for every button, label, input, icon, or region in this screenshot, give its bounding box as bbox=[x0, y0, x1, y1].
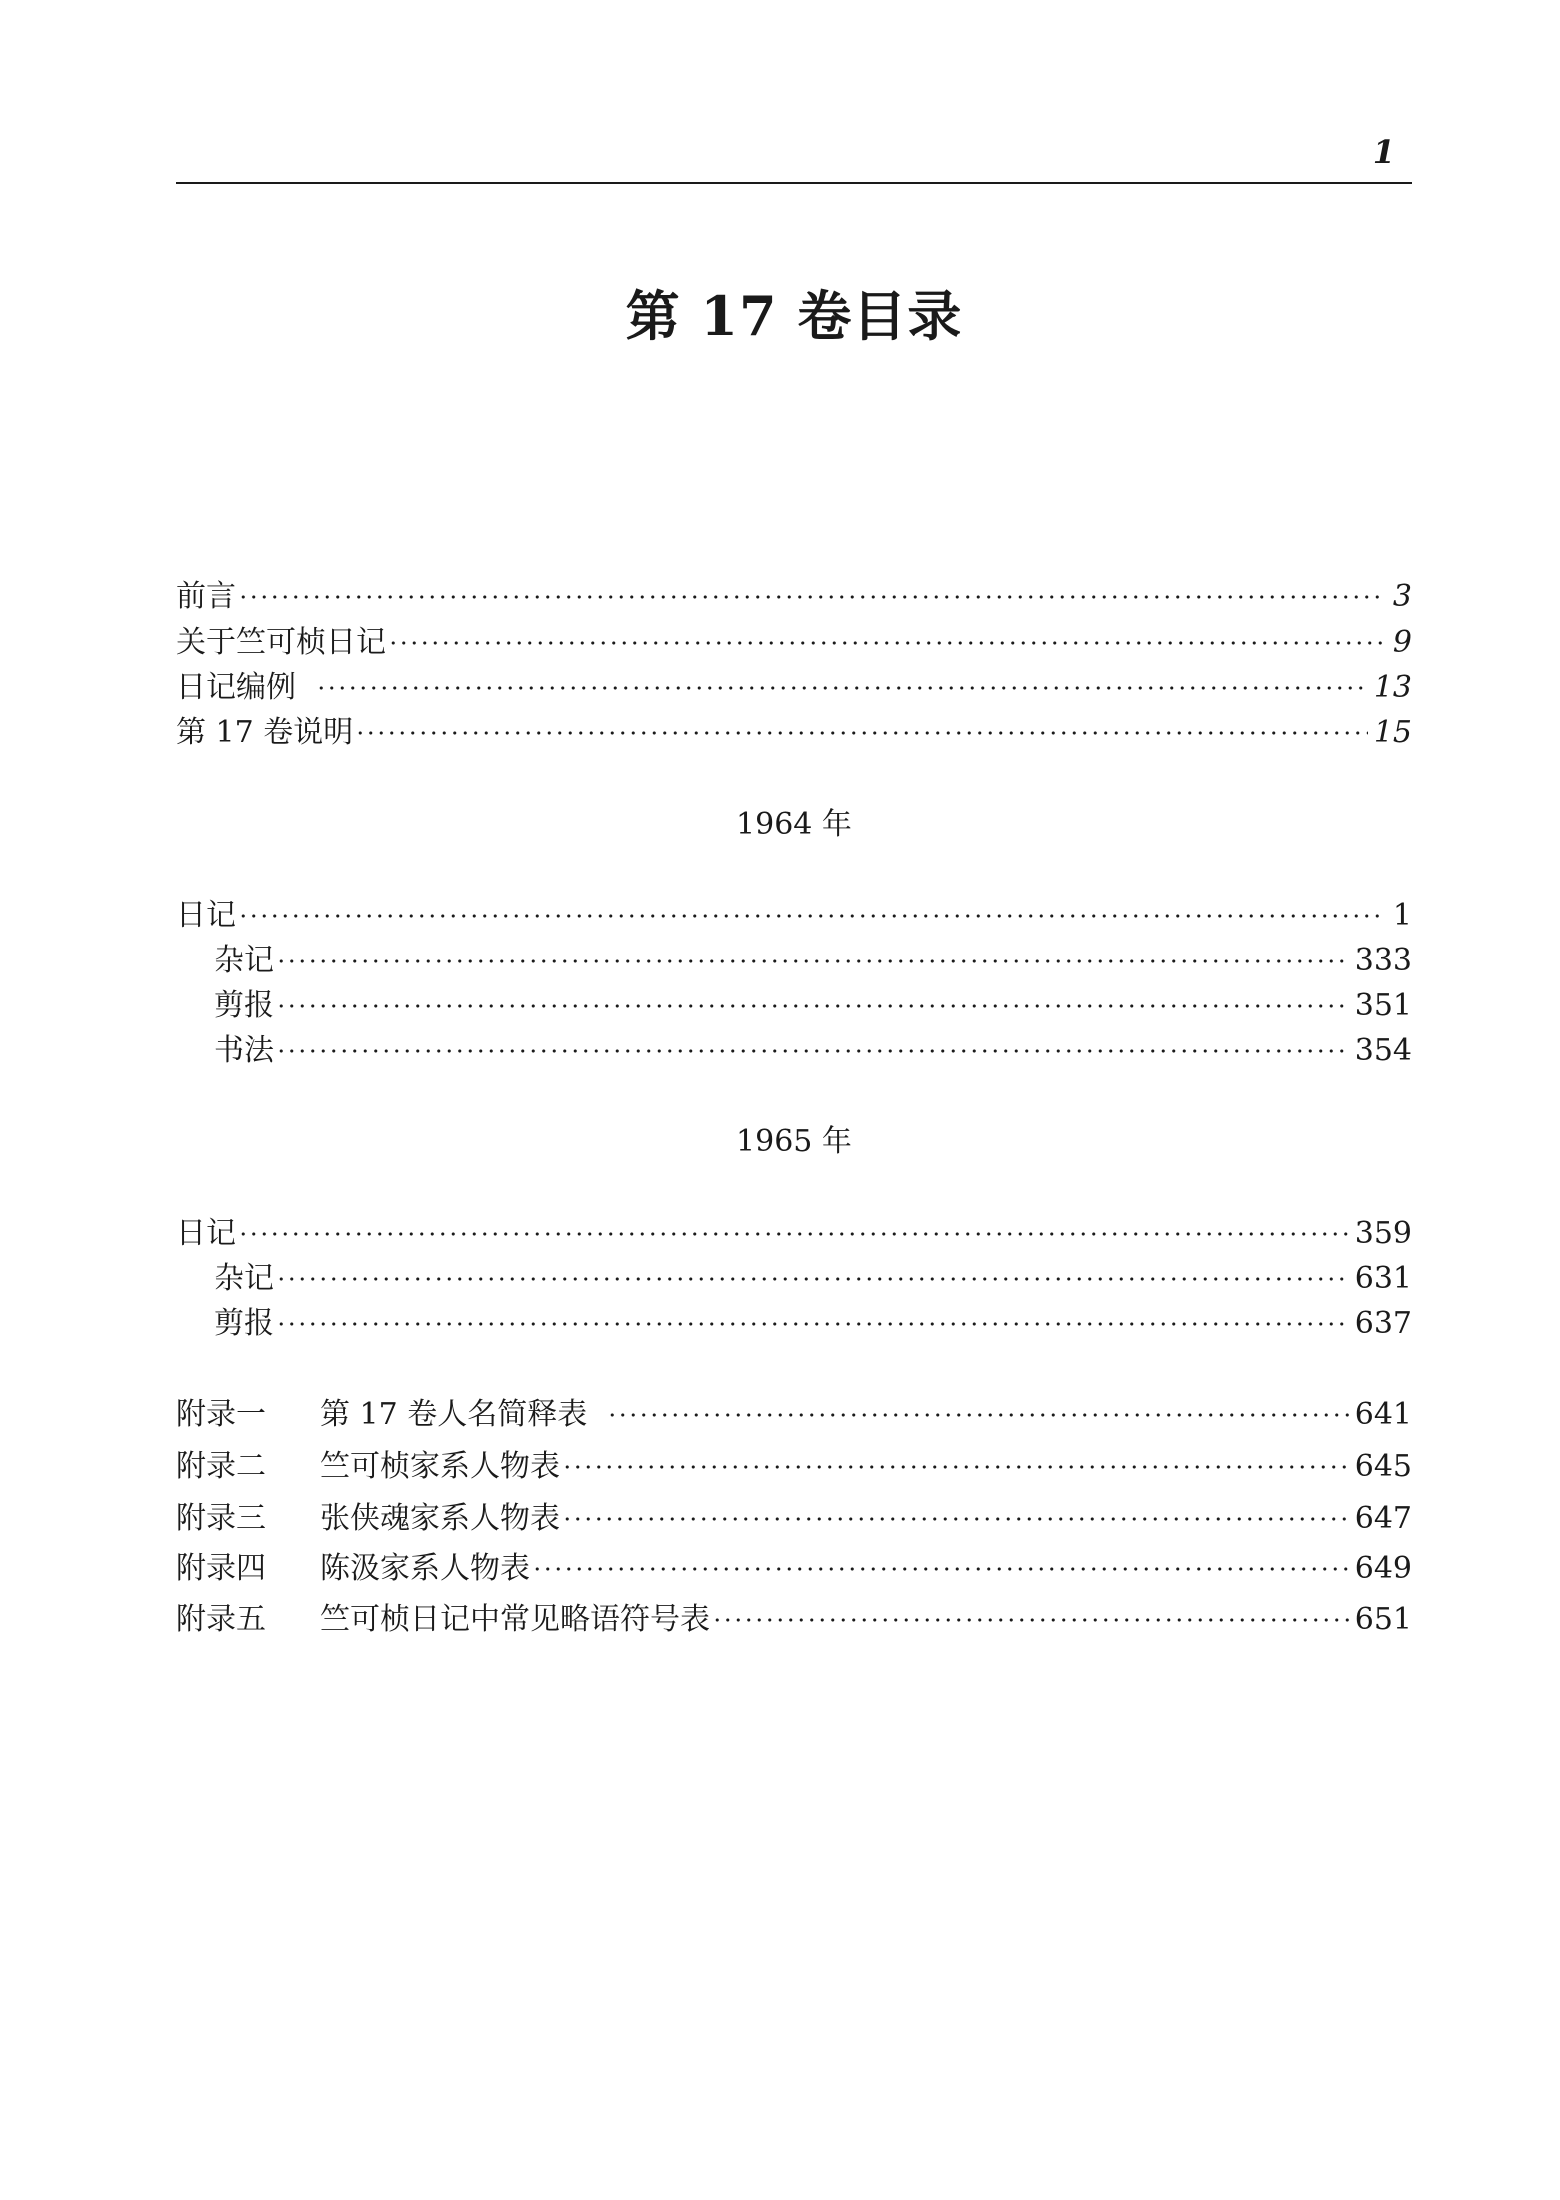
dot-leader bbox=[238, 896, 1386, 936]
section-year-heading: 1964 年 bbox=[736, 807, 852, 842]
toc-entry-page: 645 bbox=[1354, 1449, 1412, 1484]
toc-entry-page: 351 bbox=[1354, 988, 1412, 1023]
toc-appendix-4 bbox=[176, 1549, 1412, 1589]
toc-entry-label: 书法 bbox=[214, 1033, 274, 1068]
toc-entry-volume-notes bbox=[176, 713, 1412, 753]
page-title: 第 17 卷目录 bbox=[625, 284, 963, 348]
toc-entry-about-diary bbox=[176, 623, 1412, 663]
toc-entry-page: 333 bbox=[1354, 943, 1412, 978]
appendix-title: 张侠魂家系人物表 bbox=[320, 1501, 560, 1536]
appendix-label: 附录三 bbox=[176, 1501, 266, 1536]
toc-entry-misc-notes bbox=[176, 1259, 1412, 1299]
appendix-title: 竺可桢家系人物表 bbox=[320, 1449, 560, 1484]
dot-leader bbox=[276, 1031, 1349, 1071]
toc-entry-page: 15 bbox=[1373, 715, 1412, 750]
toc-entry-label: 剪报 bbox=[214, 1306, 274, 1341]
toc-appendix-3 bbox=[176, 1499, 1412, 1539]
appendix-label: 附录二 bbox=[176, 1449, 266, 1484]
dot-leader bbox=[712, 1600, 1349, 1640]
appendix-label: 附录五 bbox=[176, 1602, 266, 1637]
toc-entry-page: 1 bbox=[1392, 898, 1412, 933]
toc-entry-page: 13 bbox=[1373, 670, 1412, 705]
toc-entry-preface bbox=[176, 577, 1412, 617]
toc-entry-page: 354 bbox=[1354, 1033, 1412, 1068]
appendix-title: 第 17 卷人名简释表 bbox=[320, 1397, 588, 1432]
toc-entry-label: 日记编例 bbox=[176, 670, 296, 705]
appendix-title: 竺可桢日记中常见略语符号表 bbox=[320, 1602, 710, 1637]
section-year-heading: 1965 年 bbox=[736, 1124, 852, 1159]
toc-entry-clippings bbox=[176, 986, 1412, 1026]
dot-leader bbox=[276, 1259, 1349, 1299]
toc-entry-page: 631 bbox=[1354, 1261, 1412, 1296]
appendix-title: 陈汲家系人物表 bbox=[320, 1551, 530, 1586]
toc-entry-page: 641 bbox=[1354, 1397, 1412, 1432]
toc-entry-page: 637 bbox=[1354, 1306, 1412, 1341]
toc-entry-page: 649 bbox=[1354, 1551, 1412, 1586]
page-number: 1 bbox=[1372, 133, 1395, 171]
toc-entry-label: 日记 bbox=[176, 1216, 236, 1251]
dot-leader bbox=[532, 1549, 1349, 1589]
dot-leader bbox=[355, 713, 1368, 753]
dot-leader bbox=[238, 1214, 1349, 1254]
toc-entry-label: 杂记 bbox=[214, 1261, 274, 1296]
appendix-label: 附录一 bbox=[176, 1397, 266, 1432]
toc-entry-page: 651 bbox=[1354, 1602, 1412, 1637]
toc-entry-label: 日记 bbox=[176, 898, 236, 933]
dot-leader bbox=[276, 941, 1349, 981]
appendix-label: 附录四 bbox=[176, 1551, 266, 1586]
toc-entry-diary bbox=[176, 1214, 1412, 1254]
dot-leader bbox=[316, 668, 1368, 708]
dot-leader bbox=[276, 1304, 1349, 1344]
toc-entry-label: 剪报 bbox=[214, 988, 274, 1023]
dot-leader bbox=[562, 1499, 1349, 1539]
toc-entry-page: 3 bbox=[1392, 579, 1412, 614]
toc-entry-label: 关于竺可桢日记 bbox=[176, 625, 386, 660]
toc-appendix-2 bbox=[176, 1447, 1412, 1487]
dot-leader bbox=[388, 623, 1386, 663]
dot-leader bbox=[238, 577, 1386, 617]
toc-appendix-1 bbox=[176, 1395, 1412, 1435]
toc-entry-label: 杂记 bbox=[214, 943, 274, 978]
dot-leader bbox=[276, 986, 1349, 1026]
header-rule bbox=[176, 182, 1412, 184]
toc-appendix-5 bbox=[176, 1600, 1412, 1640]
toc-entry-diary bbox=[176, 896, 1412, 936]
toc-entry-page: 647 bbox=[1354, 1501, 1412, 1536]
dot-leader bbox=[607, 1395, 1348, 1435]
dot-leader bbox=[562, 1447, 1349, 1487]
toc-entry-label: 第 17 卷说明 bbox=[176, 715, 354, 750]
toc-entry-misc-notes bbox=[176, 941, 1412, 981]
toc-entry-page: 359 bbox=[1354, 1216, 1412, 1251]
toc-entry-clippings bbox=[176, 1304, 1412, 1344]
toc-entry-page: 9 bbox=[1392, 625, 1412, 660]
toc-entry-label: 前言 bbox=[176, 579, 236, 614]
toc-entry-editorial-notes bbox=[176, 668, 1412, 708]
toc-entry-calligraphy bbox=[176, 1031, 1412, 1071]
